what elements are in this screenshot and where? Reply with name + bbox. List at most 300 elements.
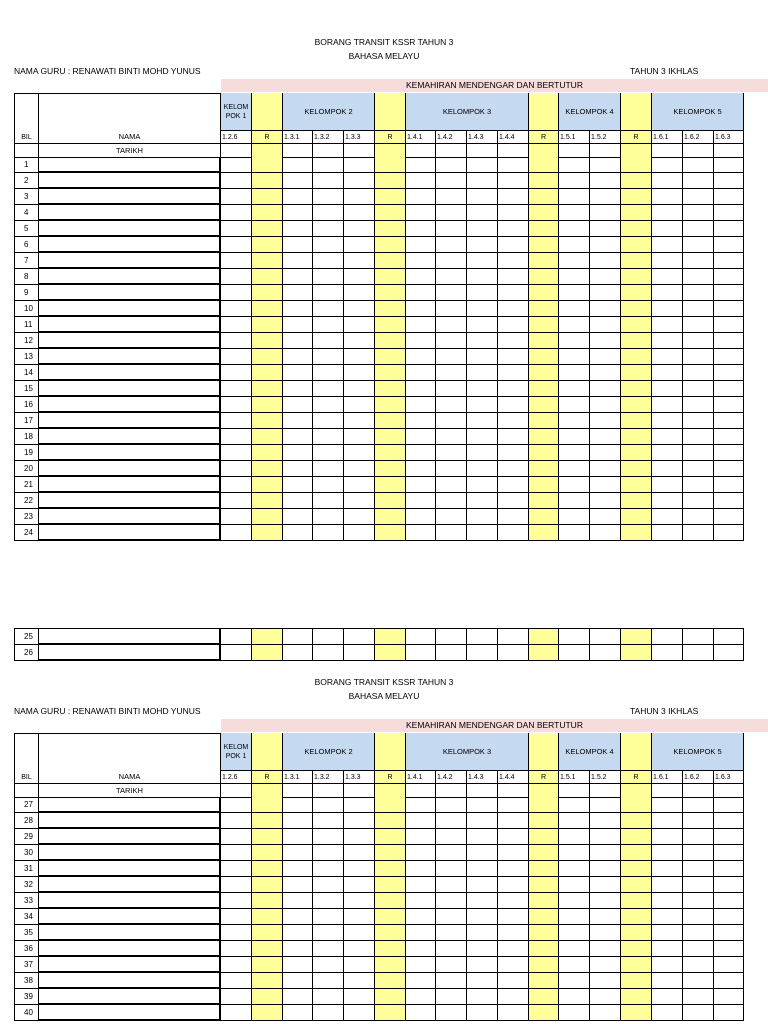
score-cell[interactable] (252, 445, 283, 461)
score-cell[interactable] (683, 269, 714, 285)
score-cell[interactable] (652, 629, 683, 645)
student-name-cell[interactable] (39, 893, 221, 909)
score-cell[interactable] (683, 285, 714, 301)
score-cell[interactable] (313, 829, 344, 845)
score-cell[interactable] (406, 157, 436, 173)
score-cell[interactable] (406, 221, 436, 237)
score-cell[interactable] (683, 509, 714, 525)
score-cell[interactable] (375, 1005, 406, 1021)
score-cell[interactable] (683, 1005, 714, 1021)
score-cell[interactable] (714, 397, 744, 413)
score-cell[interactable] (436, 413, 467, 429)
score-cell[interactable] (375, 205, 406, 221)
score-cell[interactable] (652, 461, 683, 477)
score-cell[interactable] (714, 941, 744, 957)
score-cell[interactable] (559, 445, 590, 461)
score-cell[interactable] (436, 221, 467, 237)
score-cell[interactable] (283, 525, 313, 541)
date-cell[interactable] (221, 144, 252, 158)
score-cell[interactable] (375, 877, 406, 893)
score-cell[interactable] (621, 893, 652, 909)
score-cell[interactable] (498, 893, 529, 909)
score-cell[interactable] (283, 1005, 313, 1021)
score-cell[interactable] (621, 525, 652, 541)
score-cell[interactable] (252, 397, 283, 413)
score-cell[interactable] (467, 253, 498, 269)
student-name-cell[interactable] (39, 973, 221, 989)
score-cell[interactable] (621, 189, 652, 205)
score-cell[interactable] (344, 957, 375, 973)
score-cell[interactable] (344, 365, 375, 381)
score-cell[interactable] (406, 301, 436, 317)
score-cell[interactable] (467, 893, 498, 909)
date-cell[interactable] (652, 784, 683, 798)
score-cell[interactable] (313, 253, 344, 269)
score-cell[interactable] (529, 941, 559, 957)
score-cell[interactable] (375, 269, 406, 285)
score-cell[interactable] (313, 333, 344, 349)
date-cell[interactable] (652, 144, 683, 158)
score-cell[interactable] (375, 629, 406, 645)
score-cell[interactable] (621, 813, 652, 829)
student-name-cell[interactable] (39, 845, 221, 861)
score-cell[interactable] (313, 189, 344, 205)
score-cell[interactable] (498, 381, 529, 397)
score-cell[interactable] (221, 829, 252, 845)
score-cell[interactable] (467, 285, 498, 301)
score-cell[interactable] (221, 461, 252, 477)
score-cell[interactable] (221, 237, 252, 253)
score-cell[interactable] (252, 189, 283, 205)
score-cell[interactable] (714, 333, 744, 349)
student-name-cell[interactable] (39, 797, 221, 813)
score-cell[interactable] (283, 365, 313, 381)
score-cell[interactable] (590, 173, 621, 189)
score-cell[interactable] (467, 269, 498, 285)
score-cell[interactable] (283, 429, 313, 445)
score-cell[interactable] (590, 925, 621, 941)
score-cell[interactable] (467, 493, 498, 509)
score-cell[interactable] (221, 973, 252, 989)
score-cell[interactable] (498, 397, 529, 413)
student-name-cell[interactable] (39, 333, 221, 349)
score-cell[interactable] (406, 333, 436, 349)
score-cell[interactable] (406, 973, 436, 989)
score-cell[interactable] (559, 429, 590, 445)
student-name-cell[interactable] (39, 365, 221, 381)
score-cell[interactable] (221, 333, 252, 349)
score-cell[interactable] (621, 269, 652, 285)
student-name-cell[interactable] (39, 989, 221, 1005)
score-cell[interactable] (252, 269, 283, 285)
score-cell[interactable] (283, 973, 313, 989)
score-cell[interactable] (590, 973, 621, 989)
score-cell[interactable] (652, 893, 683, 909)
date-cell[interactable] (467, 784, 498, 798)
score-cell[interactable] (559, 861, 590, 877)
score-cell[interactable] (652, 413, 683, 429)
score-cell[interactable] (621, 253, 652, 269)
score-cell[interactable] (621, 493, 652, 509)
score-cell[interactable] (590, 413, 621, 429)
score-cell[interactable] (683, 205, 714, 221)
score-cell[interactable] (652, 877, 683, 893)
score-cell[interactable] (621, 989, 652, 1005)
score-cell[interactable] (283, 445, 313, 461)
date-cell[interactable] (436, 784, 467, 798)
score-cell[interactable] (652, 525, 683, 541)
score-cell[interactable] (344, 893, 375, 909)
score-cell[interactable] (590, 285, 621, 301)
score-cell[interactable] (683, 973, 714, 989)
score-cell[interactable] (375, 397, 406, 413)
score-cell[interactable] (375, 445, 406, 461)
score-cell[interactable] (467, 477, 498, 493)
score-cell[interactable] (344, 629, 375, 645)
score-cell[interactable] (344, 429, 375, 445)
score-cell[interactable] (529, 269, 559, 285)
score-cell[interactable] (590, 445, 621, 461)
score-cell[interactable] (559, 477, 590, 493)
score-cell[interactable] (621, 1005, 652, 1021)
score-cell[interactable] (559, 909, 590, 925)
score-cell[interactable] (529, 645, 559, 661)
score-cell[interactable] (436, 205, 467, 221)
student-name-cell[interactable] (39, 909, 221, 925)
score-cell[interactable] (436, 349, 467, 365)
score-cell[interactable] (344, 861, 375, 877)
score-cell[interactable] (406, 269, 436, 285)
score-cell[interactable] (467, 645, 498, 661)
date-cell[interactable] (529, 784, 559, 798)
score-cell[interactable] (406, 173, 436, 189)
score-cell[interactable] (467, 973, 498, 989)
score-cell[interactable] (313, 157, 344, 173)
score-cell[interactable] (436, 493, 467, 509)
score-cell[interactable] (252, 285, 283, 301)
score-cell[interactable] (467, 957, 498, 973)
score-cell[interactable] (313, 429, 344, 445)
score-cell[interactable] (498, 365, 529, 381)
score-cell[interactable] (221, 349, 252, 365)
score-cell[interactable] (313, 349, 344, 365)
score-cell[interactable] (252, 221, 283, 237)
score-cell[interactable] (406, 877, 436, 893)
date-cell[interactable] (313, 784, 344, 798)
score-cell[interactable] (621, 461, 652, 477)
score-cell[interactable] (621, 413, 652, 429)
score-cell[interactable] (406, 237, 436, 253)
score-cell[interactable] (313, 925, 344, 941)
score-cell[interactable] (498, 509, 529, 525)
score-cell[interactable] (498, 973, 529, 989)
score-cell[interactable] (221, 645, 252, 661)
score-cell[interactable] (406, 909, 436, 925)
score-cell[interactable] (283, 861, 313, 877)
score-cell[interactable] (252, 525, 283, 541)
score-cell[interactable] (683, 893, 714, 909)
score-cell[interactable] (436, 797, 467, 813)
score-cell[interactable] (406, 253, 436, 269)
score-cell[interactable] (529, 157, 559, 173)
score-cell[interactable] (406, 989, 436, 1005)
score-cell[interactable] (714, 237, 744, 253)
score-cell[interactable] (590, 877, 621, 893)
score-cell[interactable] (221, 173, 252, 189)
score-cell[interactable] (283, 813, 313, 829)
score-cell[interactable] (436, 525, 467, 541)
score-cell[interactable] (467, 429, 498, 445)
score-cell[interactable] (498, 173, 529, 189)
score-cell[interactable] (313, 877, 344, 893)
score-cell[interactable] (252, 477, 283, 493)
score-cell[interactable] (313, 477, 344, 493)
score-cell[interactable] (252, 493, 283, 509)
score-cell[interactable] (283, 477, 313, 493)
date-cell[interactable] (406, 784, 436, 798)
score-cell[interactable] (313, 973, 344, 989)
score-cell[interactable] (590, 957, 621, 973)
student-name-cell[interactable] (39, 221, 221, 237)
score-cell[interactable] (590, 189, 621, 205)
score-cell[interactable] (467, 333, 498, 349)
score-cell[interactable] (436, 813, 467, 829)
score-cell[interactable] (467, 845, 498, 861)
score-cell[interactable] (436, 829, 467, 845)
score-cell[interactable] (652, 957, 683, 973)
score-cell[interactable] (221, 797, 252, 813)
score-cell[interactable] (221, 285, 252, 301)
score-cell[interactable] (621, 909, 652, 925)
score-cell[interactable] (652, 909, 683, 925)
score-cell[interactable] (375, 925, 406, 941)
score-cell[interactable] (436, 429, 467, 445)
score-cell[interactable] (313, 1005, 344, 1021)
score-cell[interactable] (683, 221, 714, 237)
score-cell[interactable] (252, 941, 283, 957)
score-cell[interactable] (652, 381, 683, 397)
score-cell[interactable] (283, 333, 313, 349)
score-cell[interactable] (621, 173, 652, 189)
score-cell[interactable] (283, 397, 313, 413)
score-cell[interactable] (375, 381, 406, 397)
score-cell[interactable] (652, 285, 683, 301)
score-cell[interactable] (375, 845, 406, 861)
score-cell[interactable] (221, 925, 252, 941)
score-cell[interactable] (344, 797, 375, 813)
score-cell[interactable] (344, 349, 375, 365)
score-cell[interactable] (344, 813, 375, 829)
score-cell[interactable] (559, 813, 590, 829)
score-cell[interactable] (529, 413, 559, 429)
score-cell[interactable] (559, 797, 590, 813)
score-cell[interactable] (559, 381, 590, 397)
score-cell[interactable] (313, 845, 344, 861)
score-cell[interactable] (683, 429, 714, 445)
score-cell[interactable] (406, 525, 436, 541)
score-cell[interactable] (436, 381, 467, 397)
score-cell[interactable] (436, 877, 467, 893)
score-cell[interactable] (652, 925, 683, 941)
score-cell[interactable] (714, 829, 744, 845)
score-cell[interactable] (498, 413, 529, 429)
score-cell[interactable] (529, 845, 559, 861)
student-name-cell[interactable] (39, 317, 221, 333)
score-cell[interactable] (590, 349, 621, 365)
score-cell[interactable] (467, 461, 498, 477)
score-cell[interactable] (221, 413, 252, 429)
date-cell[interactable] (714, 144, 744, 158)
score-cell[interactable] (283, 285, 313, 301)
score-cell[interactable] (283, 645, 313, 661)
score-cell[interactable] (406, 509, 436, 525)
score-cell[interactable] (652, 269, 683, 285)
score-cell[interactable] (590, 797, 621, 813)
score-cell[interactable] (621, 429, 652, 445)
score-cell[interactable] (313, 941, 344, 957)
score-cell[interactable] (344, 989, 375, 1005)
score-cell[interactable] (313, 813, 344, 829)
score-cell[interactable] (436, 1005, 467, 1021)
score-cell[interactable] (467, 877, 498, 893)
score-cell[interactable] (714, 253, 744, 269)
student-name-cell[interactable] (39, 285, 221, 301)
score-cell[interactable] (313, 317, 344, 333)
score-cell[interactable] (498, 493, 529, 509)
score-cell[interactable] (375, 525, 406, 541)
score-cell[interactable] (498, 349, 529, 365)
student-name-cell[interactable] (39, 413, 221, 429)
date-cell[interactable] (498, 784, 529, 798)
score-cell[interactable] (529, 909, 559, 925)
score-cell[interactable] (406, 445, 436, 461)
score-cell[interactable] (344, 941, 375, 957)
score-cell[interactable] (375, 957, 406, 973)
score-cell[interactable] (652, 333, 683, 349)
score-cell[interactable] (375, 365, 406, 381)
score-cell[interactable] (221, 365, 252, 381)
score-cell[interactable] (252, 861, 283, 877)
score-cell[interactable] (375, 173, 406, 189)
score-cell[interactable] (529, 381, 559, 397)
score-cell[interactable] (590, 429, 621, 445)
score-cell[interactable] (621, 365, 652, 381)
student-name-cell[interactable] (39, 157, 221, 173)
score-cell[interactable] (436, 941, 467, 957)
score-cell[interactable] (590, 813, 621, 829)
score-cell[interactable] (436, 301, 467, 317)
date-cell[interactable] (683, 144, 714, 158)
score-cell[interactable] (652, 813, 683, 829)
score-cell[interactable] (529, 797, 559, 813)
score-cell[interactable] (714, 317, 744, 333)
score-cell[interactable] (621, 285, 652, 301)
student-name-cell[interactable] (39, 645, 221, 661)
score-cell[interactable] (714, 477, 744, 493)
score-cell[interactable] (683, 797, 714, 813)
score-cell[interactable] (252, 365, 283, 381)
score-cell[interactable] (559, 941, 590, 957)
score-cell[interactable] (406, 413, 436, 429)
score-cell[interactable] (221, 301, 252, 317)
score-cell[interactable] (529, 861, 559, 877)
score-cell[interactable] (590, 461, 621, 477)
score-cell[interactable] (313, 861, 344, 877)
score-cell[interactable] (683, 941, 714, 957)
score-cell[interactable] (683, 925, 714, 941)
score-cell[interactable] (375, 941, 406, 957)
score-cell[interactable] (714, 301, 744, 317)
student-name-cell[interactable] (39, 237, 221, 253)
score-cell[interactable] (714, 429, 744, 445)
score-cell[interactable] (652, 317, 683, 333)
score-cell[interactable] (375, 301, 406, 317)
score-cell[interactable] (344, 877, 375, 893)
score-cell[interactable] (283, 629, 313, 645)
score-cell[interactable] (590, 493, 621, 509)
date-cell[interactable] (590, 784, 621, 798)
score-cell[interactable] (714, 157, 744, 173)
score-cell[interactable] (621, 845, 652, 861)
score-cell[interactable] (436, 925, 467, 941)
score-cell[interactable] (467, 909, 498, 925)
score-cell[interactable] (559, 989, 590, 1005)
score-cell[interactable] (406, 365, 436, 381)
score-cell[interactable] (221, 493, 252, 509)
score-cell[interactable] (590, 333, 621, 349)
score-cell[interactable] (529, 877, 559, 893)
score-cell[interactable] (652, 989, 683, 1005)
score-cell[interactable] (436, 861, 467, 877)
score-cell[interactable] (406, 829, 436, 845)
date-cell[interactable] (559, 784, 590, 798)
student-name-cell[interactable] (39, 381, 221, 397)
student-name-cell[interactable] (39, 397, 221, 413)
score-cell[interactable] (313, 797, 344, 813)
score-cell[interactable] (652, 509, 683, 525)
score-cell[interactable] (529, 365, 559, 381)
score-cell[interactable] (221, 445, 252, 461)
score-cell[interactable] (467, 301, 498, 317)
score-cell[interactable] (344, 445, 375, 461)
score-cell[interactable] (406, 629, 436, 645)
score-cell[interactable] (436, 397, 467, 413)
score-cell[interactable] (714, 445, 744, 461)
score-cell[interactable] (252, 237, 283, 253)
score-cell[interactable] (283, 237, 313, 253)
score-cell[interactable] (467, 173, 498, 189)
score-cell[interactable] (467, 829, 498, 845)
score-cell[interactable] (529, 925, 559, 941)
score-cell[interactable] (621, 477, 652, 493)
score-cell[interactable] (621, 157, 652, 173)
score-cell[interactable] (221, 813, 252, 829)
score-cell[interactable] (714, 845, 744, 861)
score-cell[interactable] (436, 157, 467, 173)
score-cell[interactable] (714, 509, 744, 525)
score-cell[interactable] (283, 349, 313, 365)
score-cell[interactable] (652, 493, 683, 509)
date-cell[interactable] (375, 144, 406, 158)
score-cell[interactable] (221, 861, 252, 877)
student-name-cell[interactable] (39, 813, 221, 829)
score-cell[interactable] (683, 493, 714, 509)
score-cell[interactable] (283, 413, 313, 429)
score-cell[interactable] (621, 861, 652, 877)
score-cell[interactable] (406, 1005, 436, 1021)
score-cell[interactable] (344, 509, 375, 525)
score-cell[interactable] (683, 645, 714, 661)
